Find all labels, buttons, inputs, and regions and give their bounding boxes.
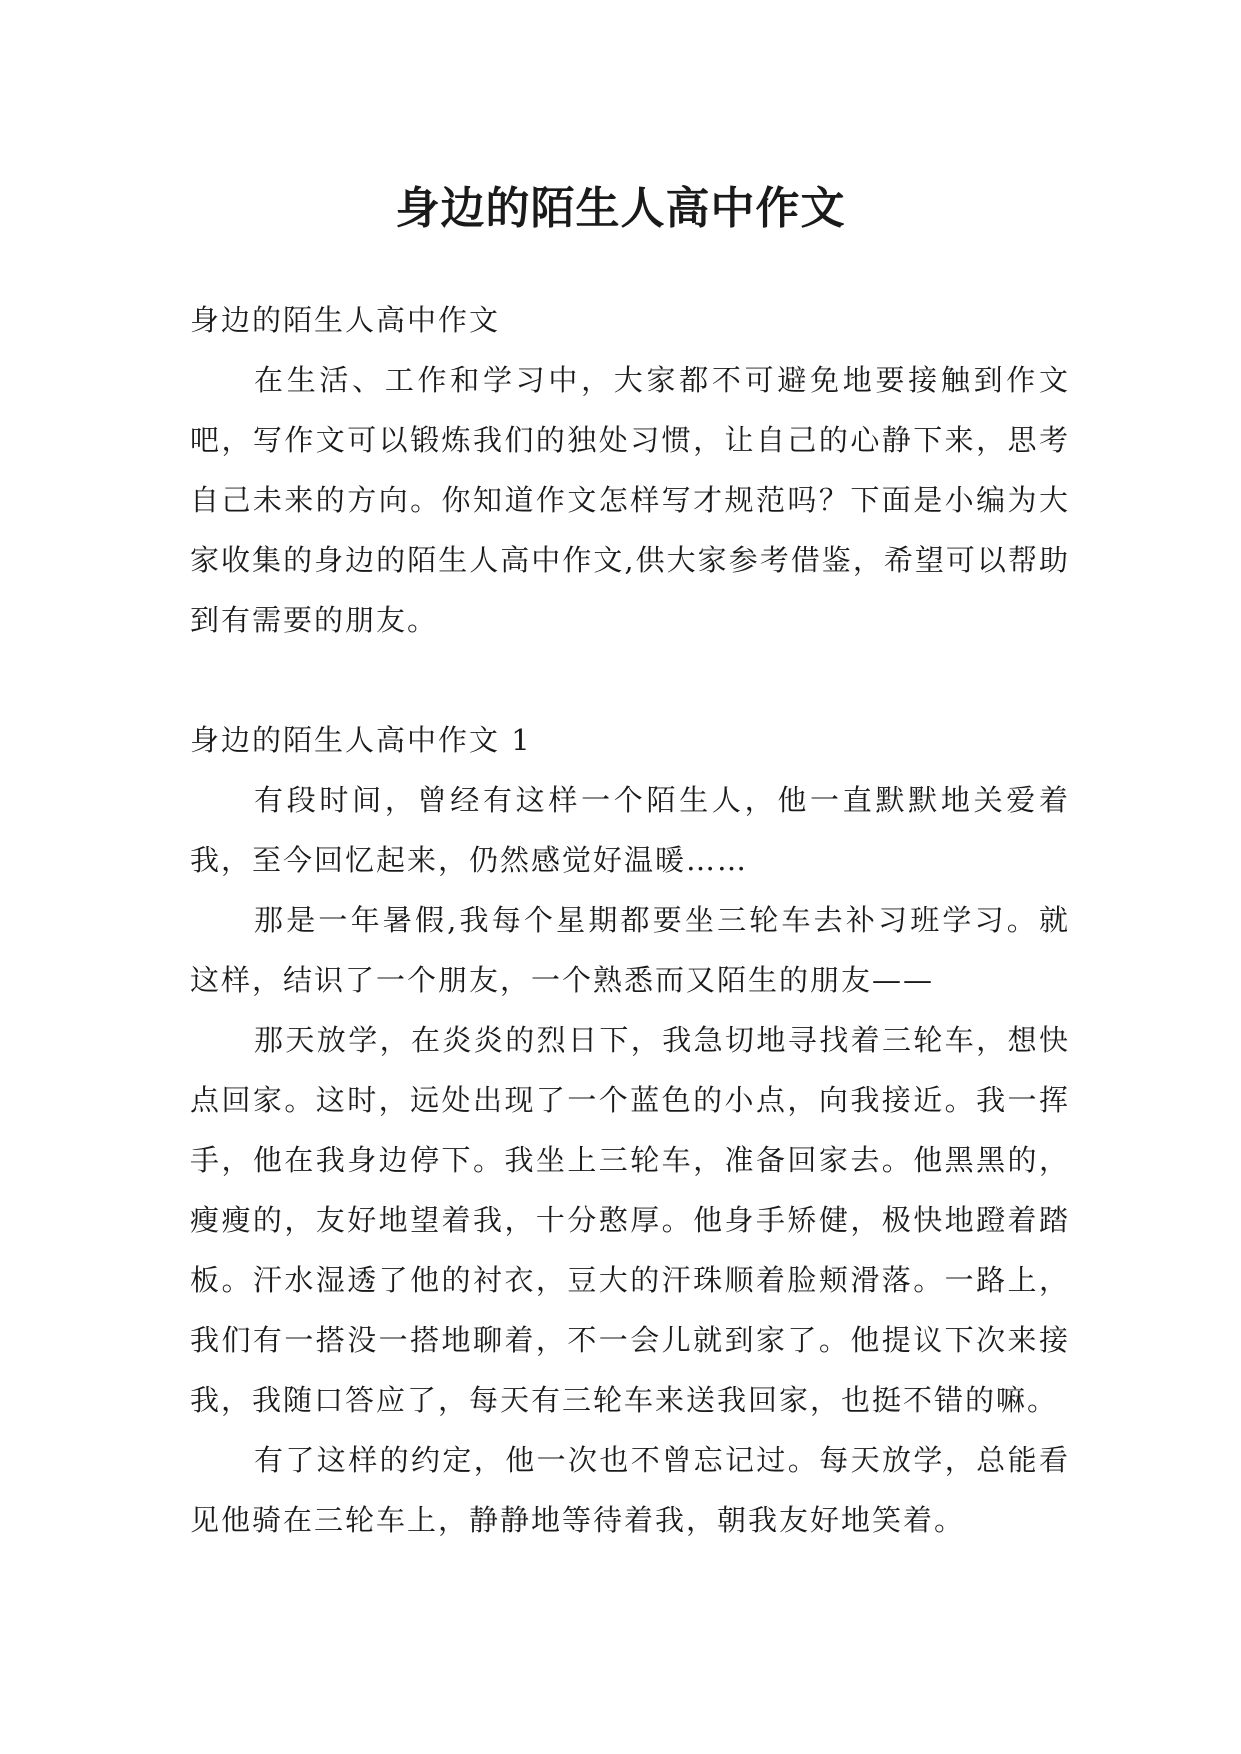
essay-1-paragraph-3: 那天放学，在炎炎的烈日下，我急切地寻找着三轮车，想快点回家。这时，远处出现了一个蓝色的小点，向我接近。我一挥手，他在我身边停下。我坐上三轮车，准备回家去。他黑黑的，瘦瘦的，友好地望着我，十分憨厚。他身手矫健，极快地蹬着踏板。汗水湿透了他的衬衣，豆大的汗珠顺着脸颊滑落。一路上，我们有一搭没一搭地聊着，不一会儿就到家了。他提议下次来接我，我随口答应了，每天有三轮车来送我回家，也挺不错的嘛。 [190, 1023, 1070, 1417]
document-title: 身边的陌生人高中作文 [395, 183, 846, 235]
essay-1-paragraph-4: 有了这样的约定，他一次也不曾忘记过。每天放学，总能看见他骑在三轮车上，静静地等待着我，朝我友好地笑着。 [190, 1443, 1070, 1537]
essay-1-heading: 身边的陌生人高中作文 1 [190, 723, 532, 757]
essay-1-paragraph-1: 有段时间，曾经有这样一个陌生人，他一直默默地关爱着我，至今回忆起来，仍然感觉好温暖…… [190, 783, 1070, 877]
intro-paragraph: 在生活、工作和学习中，大家都不可避免地要接触到作文吧，写作文可以锻炼我们的独处习惯，让自己的心静下来，思考自己未来的方向。你知道作文怎样写才规范吗？下面是小编为大家收集的身边的陌生人高中作文,供大家参考借鉴，希望可以帮助到有需要的朋友。 [190, 363, 1070, 637]
document-body [190, 290, 1070, 1550]
intro-heading: 身边的陌生人高中作文 [190, 303, 501, 337]
section-spacer [190, 650, 1070, 710]
essay-1-paragraph-2: 那是一年暑假,我每个星期都要坐三轮车去补习班学习。就这样，结识了一个朋友，一个熟悉而又陌生的朋友—— [190, 903, 1070, 997]
